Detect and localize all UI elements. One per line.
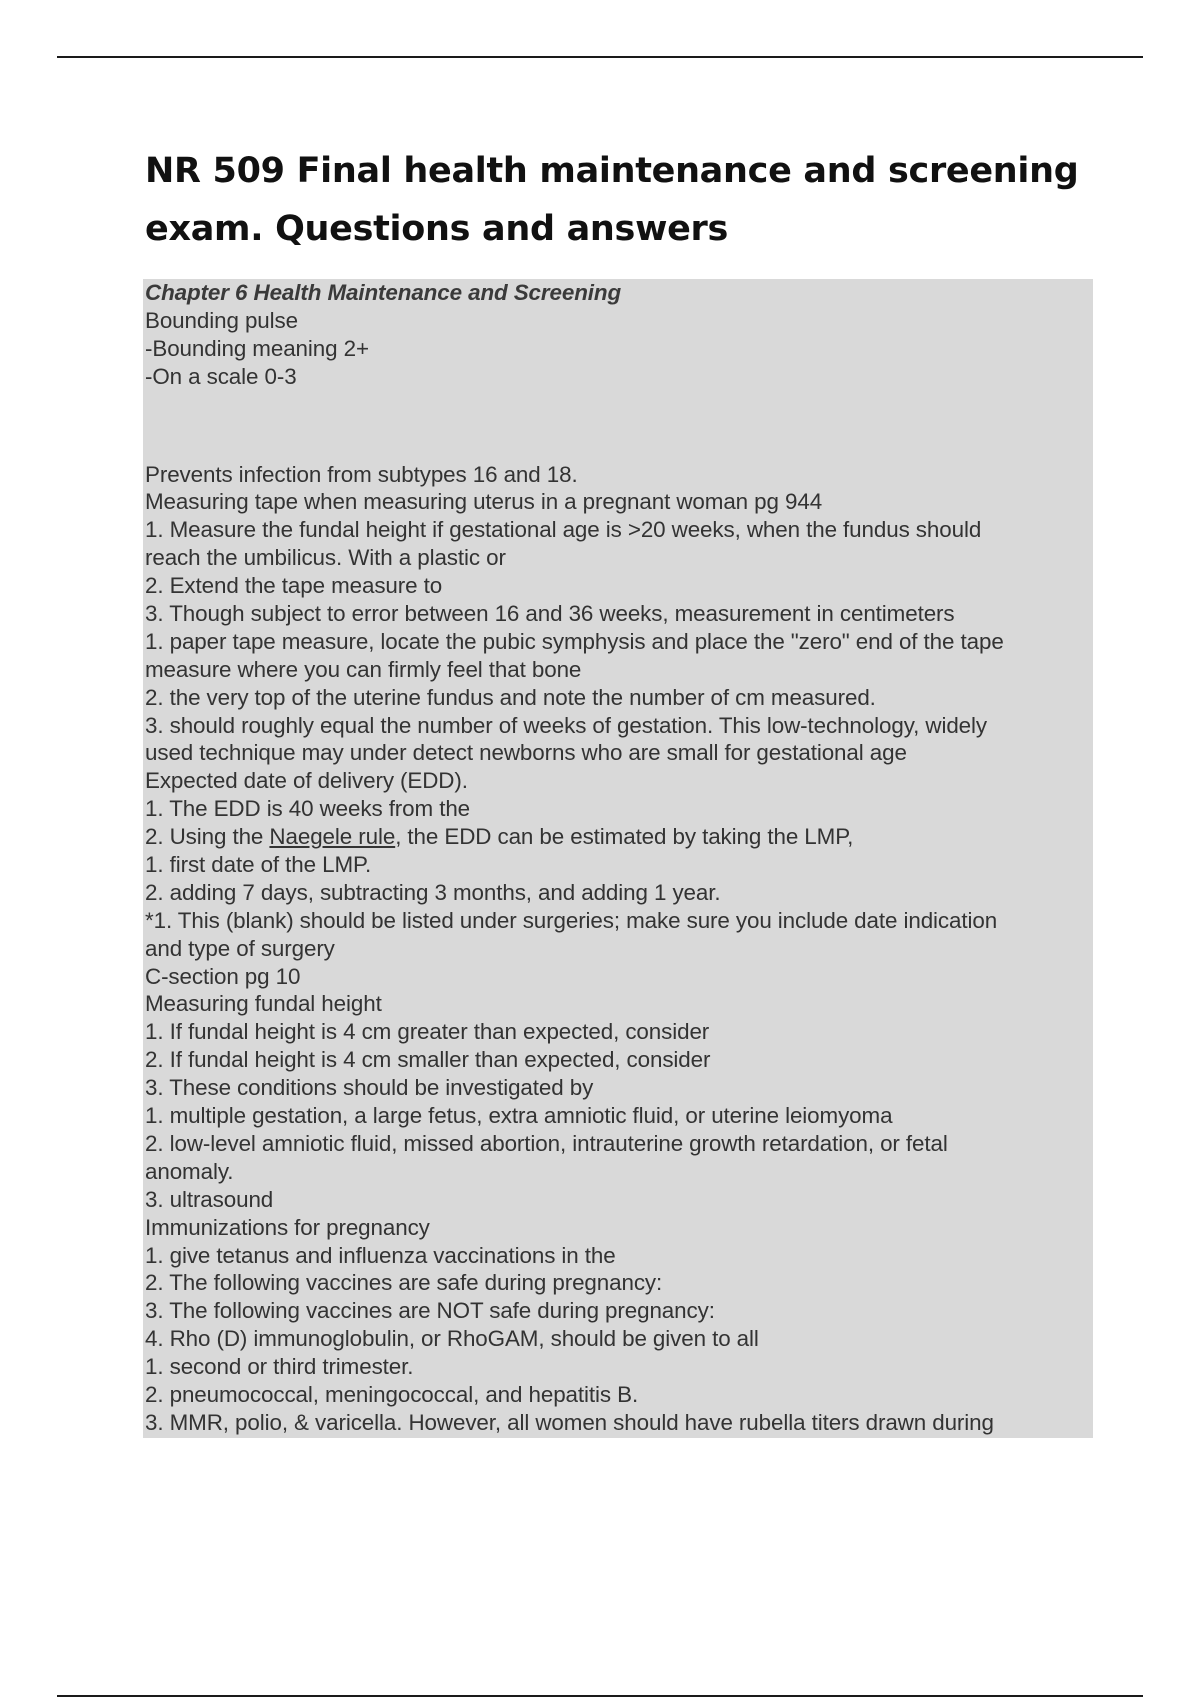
text-line: 3. MMR, polio, & varicella. However, all women should have rubella titers drawn during xyxy=(145,1409,994,1435)
text-line: 1. second or third trimester. xyxy=(145,1354,414,1380)
text-line: 2. low-level amniotic fluid, missed abortion, intrauterine growth retardation, or fetal xyxy=(145,1130,948,1156)
text-line: -Bounding meaning 2+ xyxy=(145,335,369,361)
blank-gap xyxy=(145,391,1089,461)
text-line: measure where you can firmly feel that bone xyxy=(145,656,582,682)
text-line: *1. This (blank) should be listed under surgeries; make sure you include date indication xyxy=(145,907,998,933)
text-line: and type of surgery xyxy=(145,935,335,961)
text-line: 1. Measure the fundal height if gestational age is >20 weeks, when the fundus should xyxy=(145,517,982,543)
text-line: 4. Rho (D) immunoglobulin, or RhoGAM, should be given to all xyxy=(145,1326,759,1352)
text-line: Measuring fundal height xyxy=(145,991,382,1017)
text-line: 3. These conditions should be investigated by xyxy=(145,1075,594,1101)
bottom-rule xyxy=(57,1695,1143,1697)
text-line: 1. multiple gestation, a large fetus, extra amniotic fluid, or uterine leiomyoma xyxy=(145,1103,893,1129)
text-line: used technique may under detect newborns who are small for gestational age xyxy=(145,740,907,766)
text-line: 1. If fundal height is 4 cm greater than expected, consider xyxy=(145,1019,710,1045)
text-line: 1. paper tape measure, locate the pubic symphysis and place the "zero" end of the tape xyxy=(145,628,1004,654)
text-line: 3. should roughly equal the number of weeks of gestation. This low-technology, widely xyxy=(145,712,988,738)
text-line: anomaly. xyxy=(145,1158,234,1184)
content-block-1 xyxy=(145,307,1089,391)
text-line: -On a scale 0-3 xyxy=(145,363,297,389)
text-line: 2. If fundal height is 4 cm smaller than expected, consider xyxy=(145,1047,711,1073)
content-panel xyxy=(143,279,1093,1438)
text-line: Prevents infection from subtypes 16 and 18. xyxy=(145,461,578,487)
top-rule xyxy=(57,56,1143,58)
text-line: 2. the very top of the uterine fundus and note the number of cm measured. xyxy=(145,684,876,710)
text-line: Expected date of delivery (EDD). xyxy=(145,768,468,794)
text-line: 3. Though subject to error between 16 and 36 weeks, measurement in centimeters xyxy=(145,601,955,627)
chapter-heading: Chapter 6 Health Maintenance and Screening xyxy=(145,280,622,305)
content-block-2 xyxy=(145,461,1089,824)
text-line: 1. The EDD is 40 weeks from the xyxy=(145,796,471,822)
content-block-3 xyxy=(145,851,1089,1437)
text-line: C-section pg 10 xyxy=(145,963,301,989)
text-line: Measuring tape when measuring uterus in a pregnant woman pg 944 xyxy=(145,489,823,515)
text-line: 2. The following vaccines are safe during pregnancy: xyxy=(145,1270,663,1296)
text-line: Immunizations for pregnancy xyxy=(145,1214,430,1240)
naegele-rule-link[interactable]: Naegele rule xyxy=(269,824,396,850)
text-line: 2. adding 7 days, subtracting 3 months, and adding 1 year. xyxy=(145,879,721,905)
naegele-line-after: , the EDD can be estimated by taking the LMP, xyxy=(395,824,854,850)
naegele-line-before: 2. Using the xyxy=(145,824,270,850)
text-line: 2. Extend the tape measure to xyxy=(145,573,443,599)
document-title: NR 509 Final health maintenance and screening exam. Questions and answers xyxy=(145,151,1079,249)
text-line: 1. give tetanus and influenza vaccinations in the xyxy=(145,1242,616,1268)
text-line: reach the umbilicus. With a plastic or xyxy=(145,545,506,571)
text-line: 2. pneumococcal, meningococcal, and hepatitis B. xyxy=(145,1381,639,1407)
text-line: 1. first date of the LMP. xyxy=(145,852,372,878)
text-line: 3. The following vaccines are NOT safe during pregnancy: xyxy=(145,1298,715,1324)
text-line: Bounding pulse xyxy=(145,307,298,333)
text-line: 3. ultrasound xyxy=(145,1186,274,1212)
naegele-line xyxy=(145,823,1089,851)
